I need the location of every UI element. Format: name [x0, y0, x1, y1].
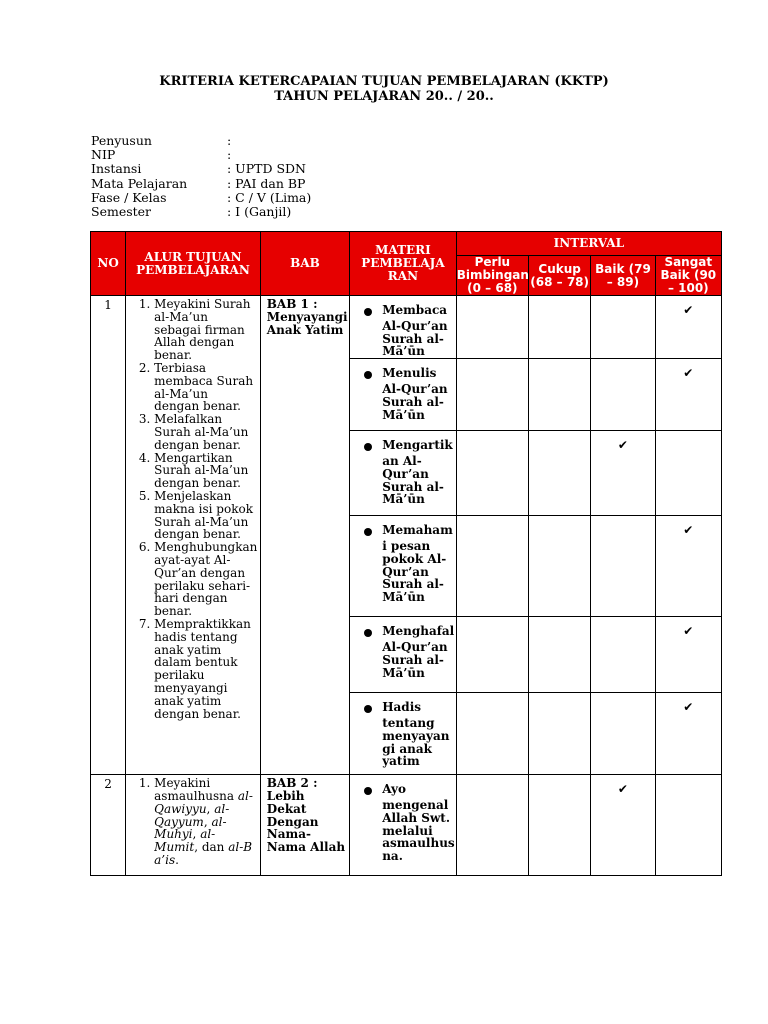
materi-lead: Mengartik: [382, 438, 453, 453]
atp-item: 3. Melafalkan Surah al-Ma’un dengan benar.: [154, 413, 256, 451]
materi-lead: Menghafal: [382, 624, 455, 639]
row-number: 2: [91, 775, 126, 876]
materi-rest: mengenal Allah Swt. melalui asmaulhus na.: [382, 797, 455, 864]
atp-cell: [126, 296, 261, 775]
header-materi: MATERI PEMBELAJA RAN: [350, 232, 457, 296]
cell-cukup: [529, 693, 591, 775]
cell-perlu: [456, 296, 528, 359]
meta-row-nip: [91, 148, 311, 162]
materi-rest: i pesan pokok Al-Qur’an Surah al-Mā’ūn: [382, 538, 447, 605]
bullet-icon: [364, 371, 372, 379]
materi-lead: Ayo: [382, 782, 406, 797]
cell-cukup: [529, 617, 591, 693]
atp-item: 5. Menjelaskan makna isi pokok Surah al-Ma’un dengan benar.: [154, 490, 256, 541]
meta-label: Penyusun: [91, 133, 152, 148]
atp-item: 2. Terbiasa membaca Surah al-Ma’un dengan benar.: [154, 362, 256, 413]
table-row: [91, 775, 722, 876]
cell-perlu: [456, 617, 528, 693]
bab-cell: BAB 2 : Lebih Dekat Dengan Nama-Nama Allah: [260, 775, 349, 876]
bab-cell: BAB 1 : Menyayangi Anak Yatim: [260, 296, 349, 775]
check-icon: ✔: [683, 700, 694, 715]
document-subtitle: TAHUN PELAJARAN 20.. / 20..: [274, 89, 494, 104]
materi-cell: [350, 296, 457, 359]
cell-baik: [591, 617, 655, 693]
separator: ,: [206, 801, 211, 816]
document-title: KRITERIA KETERCAPAIAN TUJUAN PEMBELAJARAN (KKTP): [159, 74, 609, 89]
cell-baik: [591, 516, 655, 617]
materi-rest: an Al-Qur’an Surah al-Mā’ūn: [382, 453, 444, 507]
identity-block: [91, 134, 311, 219]
asma-name: al-Mumit: [154, 827, 216, 855]
materi-lead: Hadis: [382, 700, 422, 715]
atp-cell: [126, 775, 261, 876]
materi-cell: [350, 431, 457, 516]
bullet-icon: [364, 705, 372, 713]
meta-row-semester: [91, 205, 311, 219]
materi-rest: Al-Qur’an Surah al-Mā’ūn: [382, 318, 448, 359]
meta-row-fase: [91, 191, 311, 205]
cell-sangat: [655, 296, 721, 359]
cell-baik: [591, 359, 655, 431]
bullet-icon: [364, 308, 372, 316]
check-icon: ✔: [683, 303, 694, 317]
cell-perlu: [456, 693, 528, 775]
header-bab: BAB: [260, 232, 349, 296]
header-baik: Baik (79 – 89): [591, 256, 655, 296]
bullet-icon: [364, 787, 372, 795]
cell-cukup: [529, 516, 591, 617]
bullet-icon: [364, 443, 372, 451]
conjunction: , dan: [194, 840, 225, 855]
cell-perlu: [456, 516, 528, 617]
bullet-icon: [364, 629, 372, 637]
materi-lead: Memaham: [382, 523, 453, 538]
cell-cukup: [529, 359, 591, 431]
materi-lead: Menulis: [382, 366, 437, 381]
atp-text: Meyakini asmaulhusna: [154, 776, 235, 803]
cell-sangat: [655, 775, 721, 876]
materi-cell: [350, 359, 457, 431]
asma-name: al-Muhyi: [154, 814, 227, 842]
meta-label: Mata Pelajaran: [91, 175, 188, 191]
meta-value: :: [227, 133, 232, 148]
materi-cell: [350, 516, 457, 617]
cell-baik: [591, 431, 655, 516]
asma-name: al-Qayyum: [154, 801, 230, 829]
meta-value: : C / V (Lima): [227, 189, 312, 205]
asma-name: al-B a’is: [154, 840, 253, 867]
atp-item: 6. Menghubungkan ayat-ayat Al-Qur’an dengan perilaku sehari-hari dengan benar.: [154, 541, 256, 618]
meta-label: Instansi: [91, 161, 142, 177]
check-icon: ✔: [683, 523, 694, 538]
materi-rest: tentang menyayan gi anak yatim: [382, 715, 450, 769]
cell-perlu: [456, 359, 528, 431]
meta-value: : I (Ganjil): [227, 204, 292, 220]
atp-item: [154, 777, 256, 867]
cell-cukup: [529, 296, 591, 359]
header-sangat-baik: Sangat Baik (90 – 100): [655, 256, 721, 296]
check-icon: ✔: [617, 782, 628, 797]
cell-baik: [591, 296, 655, 359]
materi-cell: [350, 775, 457, 876]
materi-cell: [350, 693, 457, 775]
header-no: NO: [91, 232, 126, 296]
atp-item: 4. Mengartikan Surah al-Ma’un dengan benar.: [154, 452, 256, 490]
cell-sangat: [655, 516, 721, 617]
separator: ,: [203, 814, 208, 829]
cell-baik: [591, 775, 655, 876]
atp-item: 1. Meyakini Surah al-Ma’un sebagai firman Allah dengan benar.: [154, 298, 256, 362]
check-icon: ✔: [683, 366, 694, 381]
cell-perlu: [456, 431, 528, 516]
meta-row-penyusun: [91, 134, 311, 148]
meta-label: Semester: [91, 204, 152, 220]
meta-label: NIP: [91, 147, 116, 163]
period: .: [175, 852, 179, 867]
check-icon: ✔: [617, 438, 628, 453]
meta-row-mapel: [91, 177, 311, 191]
cell-baik: [591, 693, 655, 775]
meta-label: Fase / Kelas: [91, 189, 167, 205]
header-cukup: Cukup (68 – 78): [529, 256, 591, 296]
kktp-table: [90, 231, 722, 876]
header-atp: ALUR TUJUAN PEMBELAJARAN: [126, 232, 261, 296]
meta-value: : PAI dan BP: [227, 175, 306, 191]
row-number: 1: [91, 296, 126, 775]
meta-value: :: [227, 147, 232, 163]
separator: ,: [192, 827, 197, 842]
cell-sangat: [655, 431, 721, 516]
asma-name: al-Qawiyyu: [154, 788, 253, 816]
table-row: [91, 296, 722, 359]
materi-rest: Al-Qur’an Surah al-Mā’ūn: [382, 381, 448, 422]
meta-row-instansi: [91, 162, 311, 176]
cell-perlu: [456, 775, 528, 876]
header-perlu-bimbingan: Perlu Bimbingan (0 – 68): [456, 255, 529, 295]
bullet-icon: [364, 528, 372, 536]
meta-value: : UPTD SDN: [227, 161, 306, 177]
cell-sangat: [655, 693, 721, 775]
cell-cukup: [529, 431, 591, 516]
cell-sangat: [655, 359, 721, 431]
atp-item: 7. Mempraktikkan hadis tentang anak yatim dalam bentuk perilaku menyayangi anak yatim dengan benar.: [154, 618, 256, 720]
header-interval: INTERVAL: [456, 232, 721, 256]
cell-sangat: [655, 617, 721, 693]
materi-lead: Membaca: [382, 303, 448, 317]
materi-cell: [350, 617, 457, 693]
check-icon: ✔: [683, 624, 694, 639]
materi-rest: Al-Qur’an Surah al-Mā’ūn: [382, 639, 448, 680]
cell-cukup: [529, 775, 591, 876]
